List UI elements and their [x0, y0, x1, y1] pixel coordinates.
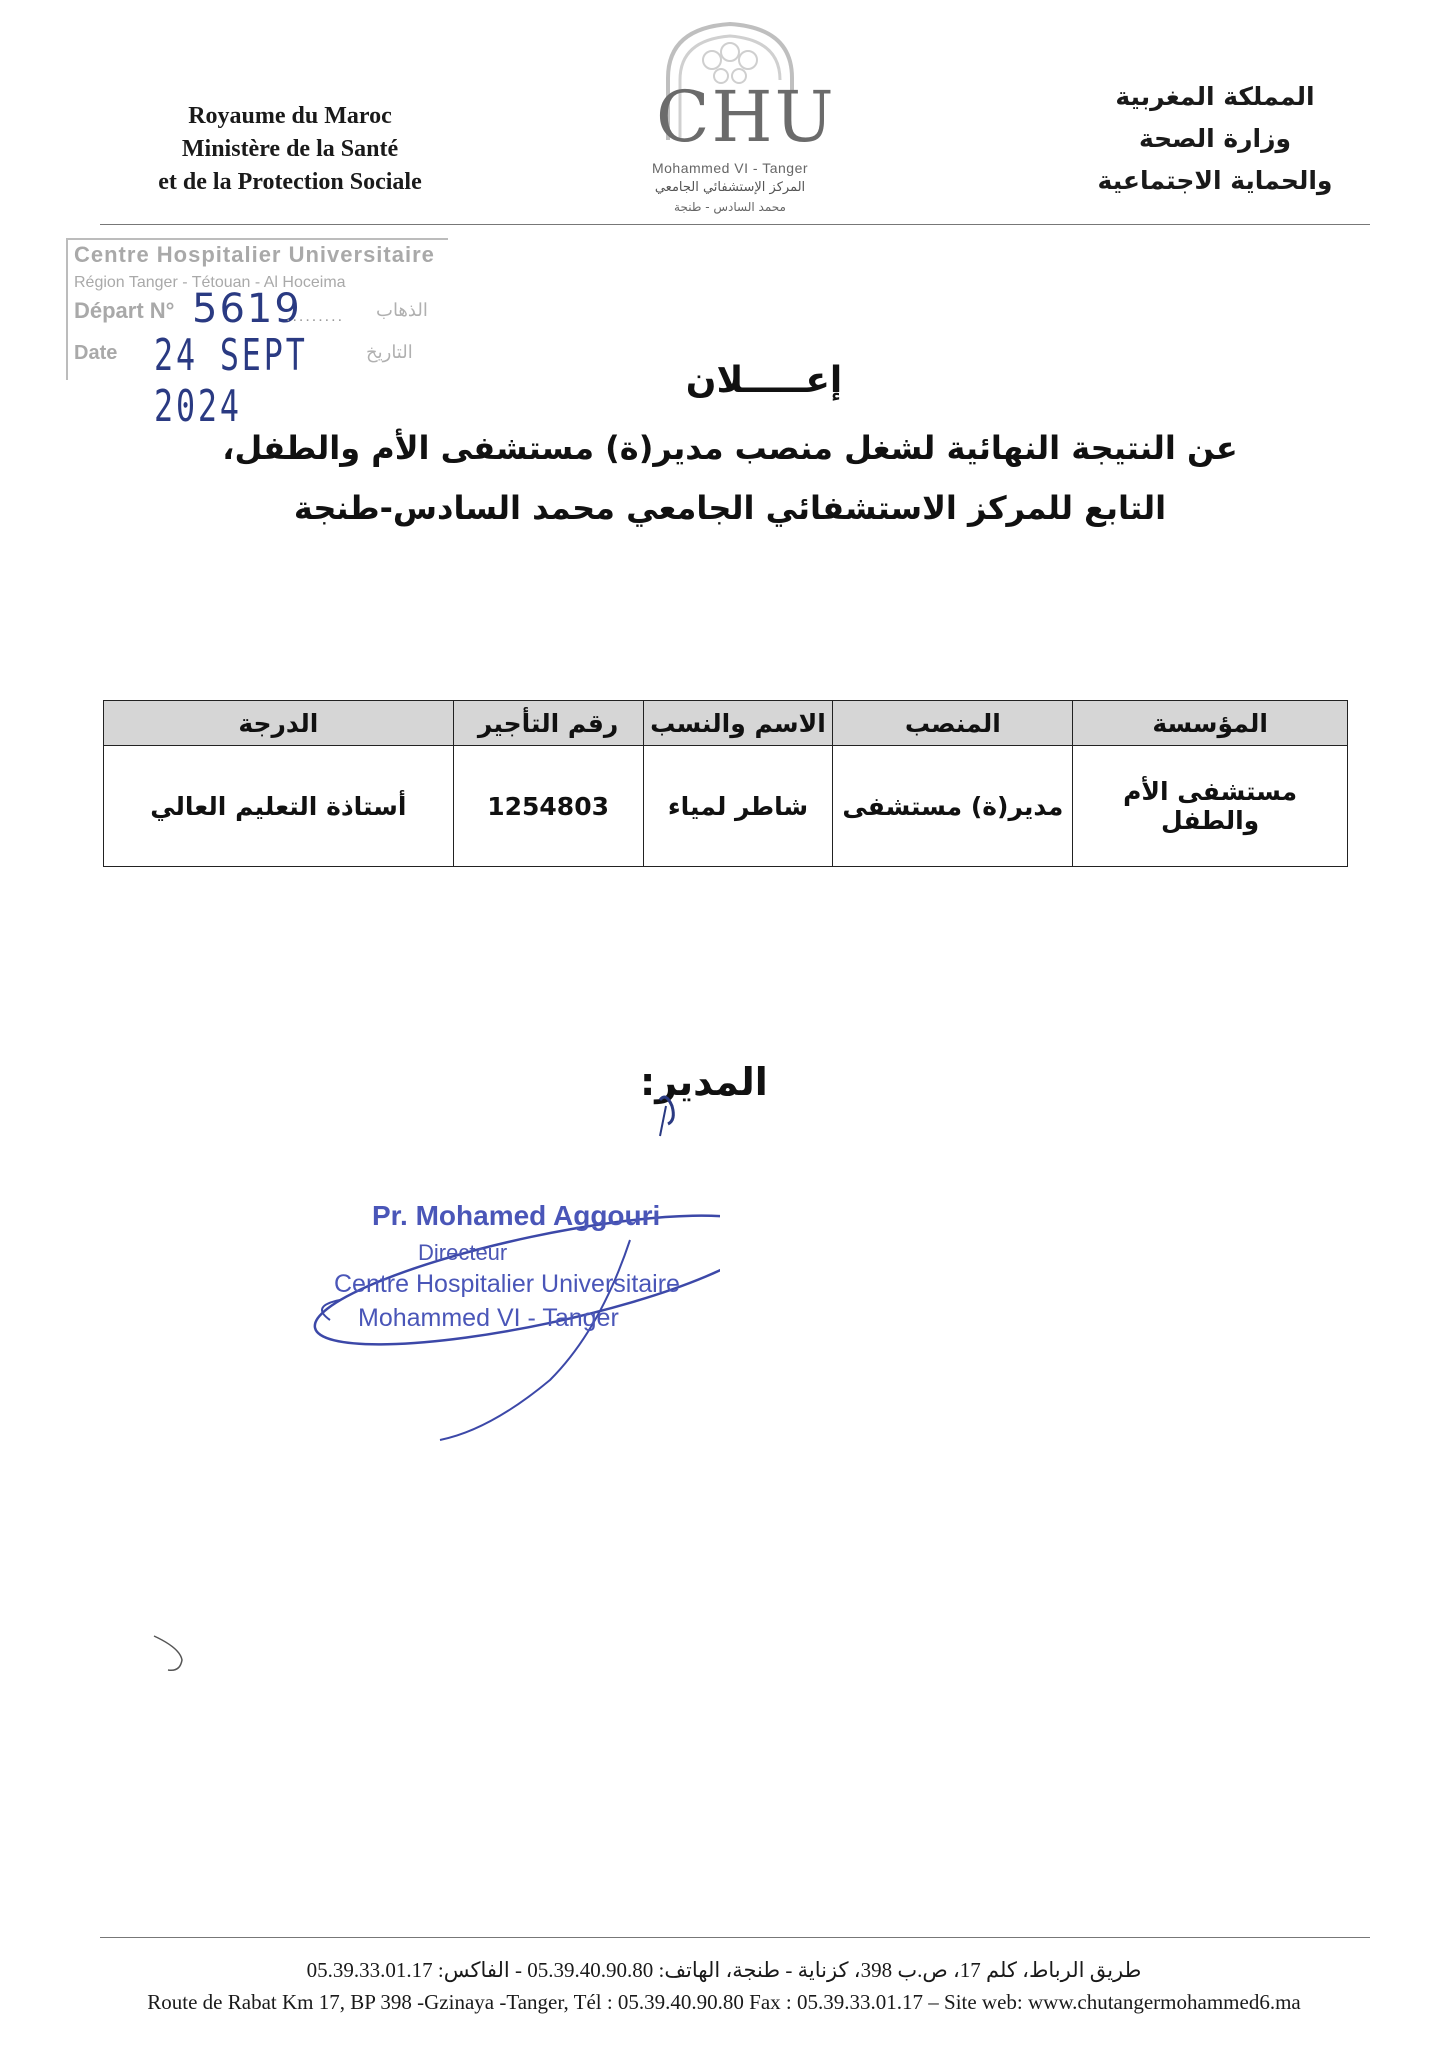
- table-header-row: [104, 701, 1348, 746]
- stamp-depart-number: 5619: [192, 286, 302, 332]
- table-cell-name: شاطر لمياء: [643, 746, 833, 867]
- stamp-depart-label: Départ N°: [74, 298, 175, 323]
- stamp-depart-dots: .........: [286, 308, 345, 325]
- stamp-line-region: Région Tanger - Tétouan - Al Hoceima: [74, 274, 346, 291]
- announcement-title-wrap: [0, 360, 1448, 401]
- footer-address-ar: طريق الرباط، كلم 17، ص.ب 398، كزناية - طنجة، الهاتف: 05.39.40.90.80 - الفاكس: 05.39.33.01.17: [306, 1958, 1142, 1982]
- stamp-director-name: Pr. Mohamed Aggouri: [372, 1200, 661, 1231]
- header-ar: [1080, 76, 1350, 202]
- stamp-director-org: Centre Hospitalier Universitaire: [334, 1270, 680, 1298]
- stamp-director-title: Directeur: [418, 1240, 508, 1265]
- stamp-date-ar: التاريخ: [366, 342, 413, 362]
- header-fr-line: et de la Protection Sociale: [158, 169, 422, 195]
- logo-chu-text: CHU: [656, 76, 836, 158]
- header-fr: [110, 100, 470, 199]
- table-cell-position: مدير(ة) مستشفى: [833, 746, 1073, 867]
- footer-divider: [100, 1937, 1370, 1938]
- announcement-title: إعـــــلان: [685, 360, 843, 401]
- stamp-date-value: 24 SEPT 2024: [154, 330, 308, 432]
- announcement-subtitle: عن النتيجة النهائية لشغل منصب مدير(ة) مستشفى الأم والطفل، التابع للمركز الاستشفائي الجامعي محمد السادس-طنجة: [222, 429, 1238, 527]
- table-cell-payroll-number: 1254803: [453, 746, 643, 867]
- stamp-line-org: Centre Hospitalier Universitaire: [74, 242, 435, 267]
- director-label: المدير:: [640, 1060, 768, 1104]
- table-header-cell: المنصب: [833, 701, 1073, 746]
- header-fr-line: Royaume du Maroc: [188, 103, 392, 129]
- table-cell-institution: مستشفى الأم والطفل: [1073, 746, 1348, 867]
- logo-subtitle-ar: المركز الإستشفائي الجامعي: [654, 180, 806, 195]
- header-fr-line: Ministère de la Santé: [181, 136, 399, 162]
- stamp-director-city: Mohammed VI - Tanger: [358, 1304, 619, 1332]
- header-ar-line: المملكة المغربية: [1115, 82, 1315, 111]
- table-header-cell: المؤسسة: [1073, 701, 1348, 746]
- table-header-cell: الاسم والنسب: [643, 701, 833, 746]
- header-divider: [100, 224, 1370, 225]
- chu-logo: [620, 20, 840, 230]
- logo-subtitle-fr: Mohammed VI - Tanger: [651, 160, 809, 176]
- table-header-cell: رقم التأجير: [453, 701, 643, 746]
- header-ar-line: وزارة الصحة: [1138, 124, 1292, 153]
- stamp-date-label: Date: [74, 342, 118, 364]
- table-header-cell: الدرجة: [104, 701, 454, 746]
- results-table: [103, 700, 1348, 867]
- table-row: [104, 746, 1348, 867]
- logo-subtitle-ar2: محمد السادس - طنجة: [674, 200, 786, 214]
- stamp-depart-ar: الذهاب: [376, 300, 428, 320]
- footer-address-fr: Route de Rabat Km 17, BP 398 -Gzinaya -Tanger, Tél : 05.39.40.90.80 Fax : 05.39.33.01.17 – Site web: www.chutangermohammed6.ma: [147, 1990, 1301, 2014]
- header-ar-line: والحماية الاجتماعية: [1097, 166, 1333, 195]
- table-cell-grade: أستاذة التعليم العالي: [104, 746, 454, 867]
- stray-pen-mark: [150, 1630, 200, 1680]
